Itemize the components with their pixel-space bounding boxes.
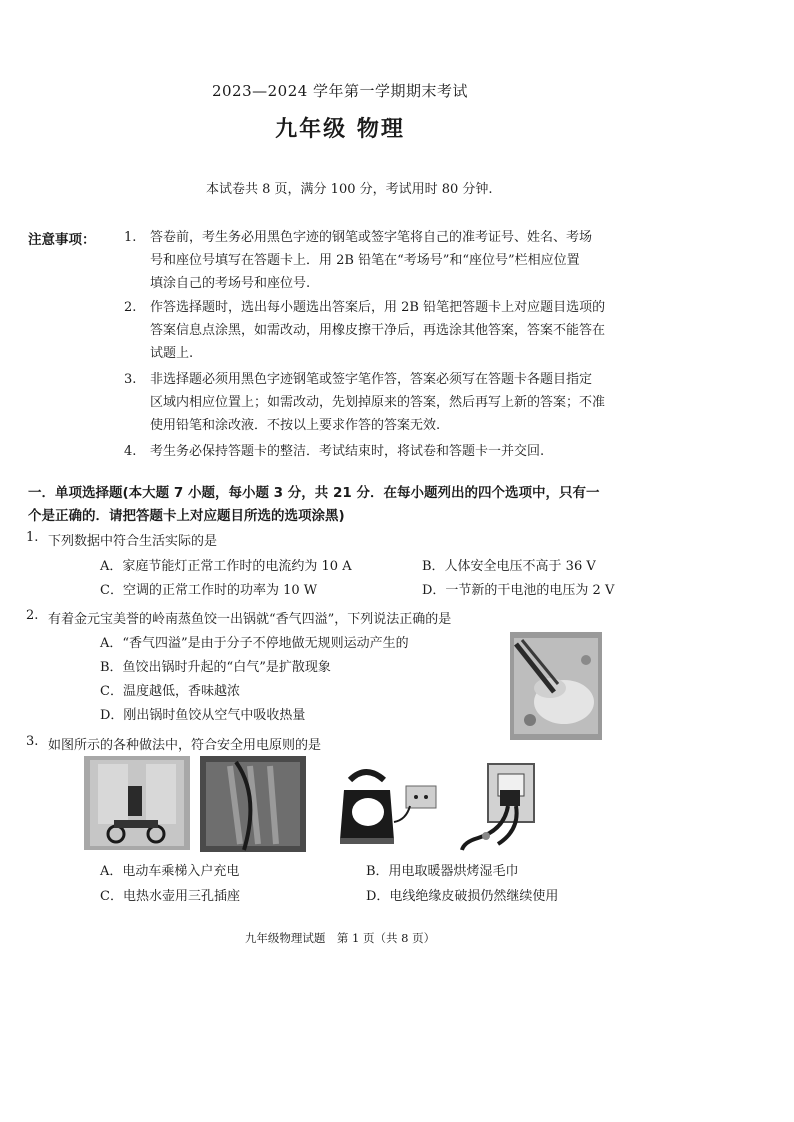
notes-heading: 注意事项： — [28, 232, 96, 248]
note-line: 答卷前，考生务必用黑色字迹的钢笔或签字笔将自己的准考证号、姓名、考场 — [150, 230, 593, 245]
q3-option-d: D．电线绝缘皮破损仍然继续使用 — [366, 889, 559, 904]
note-line: 填涂自己的考场号和座位号. — [150, 276, 311, 291]
q2-option-b: B．鱼饺出锅时升起的“白气”是扩散现象 — [100, 660, 331, 675]
heater-drying-towel-photo — [200, 756, 306, 852]
note-item-3 — [124, 368, 672, 437]
question-text: 下列数据中符合生活实际的是 — [48, 534, 218, 549]
question-2-stem — [26, 608, 452, 627]
note-number: 1. — [124, 230, 137, 245]
q1-option-c: C．空调的正常工作时的功率为 10 W — [100, 583, 318, 598]
note-line: 答案信息点涂黑，如需改动，用橡皮擦干净后，再选涂其他答案，答案不能答在 — [150, 323, 606, 338]
note-line: 作答选择题时，选出每小题选出答案后，用 2B 铅笔把答题卡上对应题目选项的 — [150, 300, 606, 315]
note-line: 区域内相应位置上；如需改动，先划掉原来的答案，然后再写上新的答案；不准 — [150, 395, 606, 410]
electric-kettle-photo — [332, 762, 442, 848]
q1-option-d: D．一节新的干电池的电压为 2 V — [422, 583, 615, 598]
q2-option-c: C．温度越低，香味越浓 — [100, 684, 240, 699]
note-number: 3. — [124, 372, 137, 387]
question-3-stem — [26, 734, 322, 753]
subject-title: 九年级 物理 — [275, 116, 405, 142]
note-number: 4. — [124, 444, 137, 459]
q3-option-b: B．用电取暖器烘烤湿毛巾 — [366, 864, 519, 879]
note-line: 试题上. — [150, 346, 194, 361]
exam-title: 2023—2024 学年第一学期期末考试 — [211, 82, 469, 100]
section-heading-line: 一．单项选择题(本大题 7 小题，每小题 3 分，共 21 分．在每小题列出的四个选项中，只有一 — [28, 485, 600, 501]
q3-option-c: C．电热水壶用三孔插座 — [100, 889, 240, 904]
note-line: 使用铅笔和涂改液．不按以上要求作答的答案无效. — [150, 418, 441, 433]
ebike-in-elevator-photo — [84, 756, 190, 850]
q1-option-b: B．人体安全电压不高于 36 V — [422, 559, 596, 574]
page-footer: 九年级物理试题 第 1 页（共 8 页） — [244, 931, 436, 945]
note-item-1 — [124, 226, 672, 295]
note-item-2 — [124, 296, 672, 365]
note-item-4 — [124, 440, 672, 463]
question-1-stem — [26, 530, 218, 549]
section-heading-line: 个是正确的．请把答题卡上对应题目所选的选项涂黑) — [28, 508, 345, 524]
question-text: 有着金元宝美誉的岭南蒸鱼饺一出锅就“香气四溢”，下列说法正确的是 — [48, 612, 452, 627]
q3-option-a: A．电动车乘梯入户充电 — [100, 864, 240, 879]
note-line: 考生务必保持答题卡的整洁．考试结束时，将试卷和答题卡一并交回. — [150, 444, 545, 459]
q1-option-a: A．家庭节能灯正常工作时的电流约为 10 A — [100, 559, 352, 574]
exam-intro: 本试卷共 8 页，满分 100 分，考试用时 80 分钟. — [206, 182, 493, 197]
note-line: 非选择题必须用黑色字迹钢笔或签字笔作答，答案必须写在答题卡各题目指定 — [150, 372, 593, 387]
question-text: 如图所示的各种做法中，符合安全用电原则的是 — [48, 738, 322, 753]
question-number: 1. — [26, 530, 39, 545]
q2-option-d: D．刚出锅时鱼饺从空气中吸收热量 — [100, 708, 306, 723]
question-number: 3. — [26, 734, 39, 749]
note-number: 2. — [124, 300, 137, 315]
note-line: 号和座位号填写在答题卡上．用 2B 铅笔在“考场号”和“座位号”栏相应位置 — [150, 253, 580, 268]
damaged-wire-socket-photo — [458, 760, 554, 852]
steamed-dumpling-photo — [510, 632, 602, 740]
q2-option-a: A．“香气四溢”是由于分子不停地做无规则运动产生的 — [100, 636, 409, 651]
section-heading — [28, 482, 668, 528]
question-number: 2. — [26, 608, 39, 623]
